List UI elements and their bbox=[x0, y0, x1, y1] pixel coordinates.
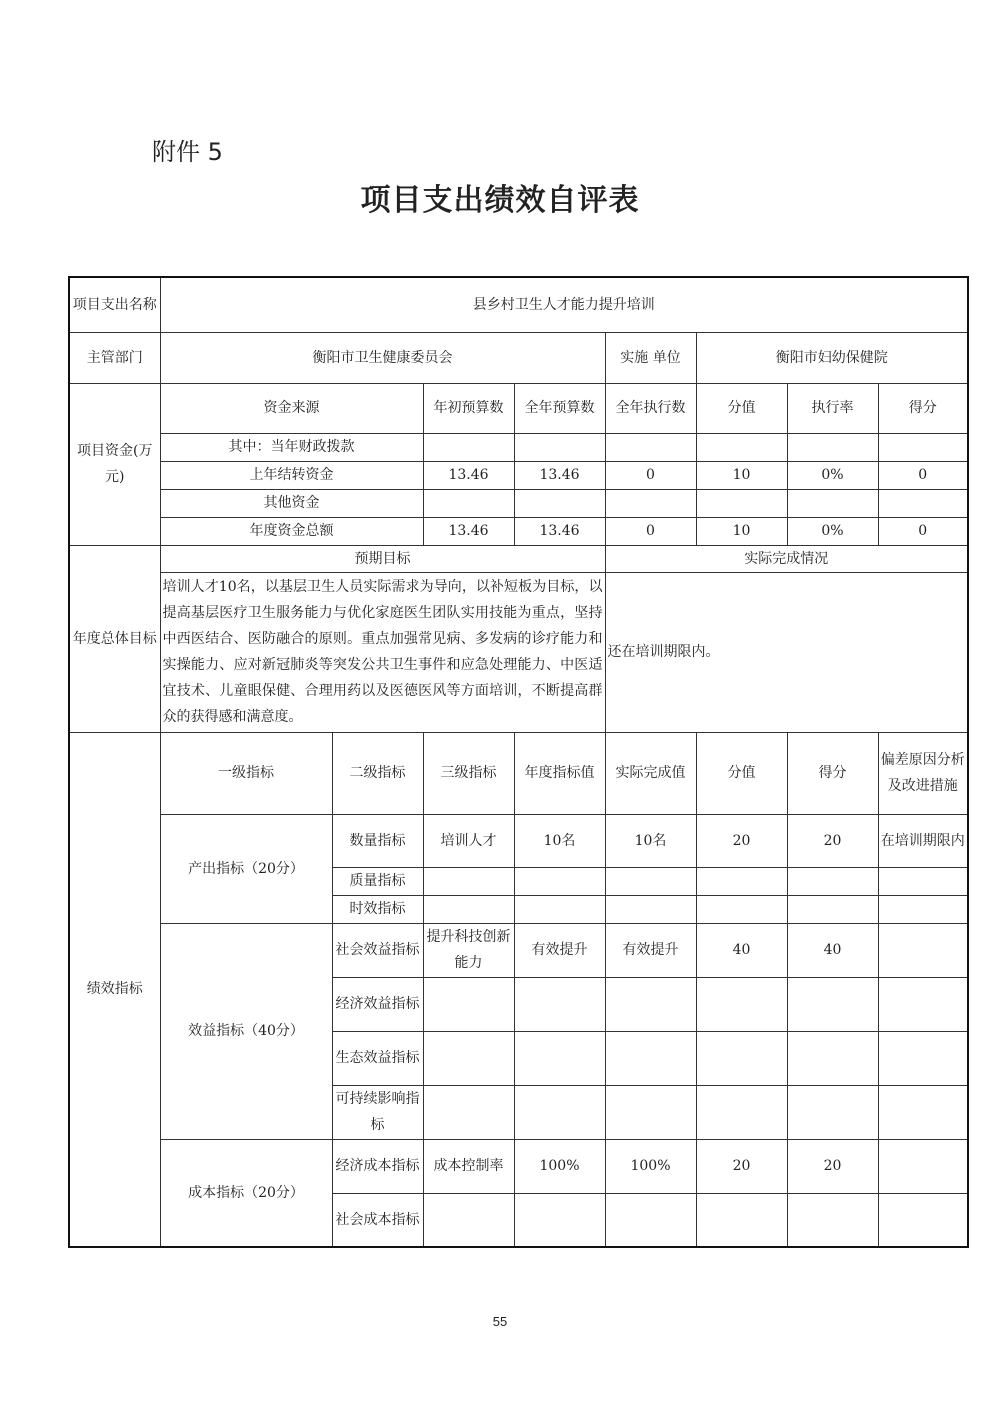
funds-cell: 13.46 bbox=[514, 461, 605, 489]
funds-cell bbox=[787, 433, 878, 461]
perf-cell bbox=[696, 867, 787, 895]
funds-row bbox=[69, 489, 968, 517]
funds-cell bbox=[514, 489, 605, 517]
dept-label: 主管部门 bbox=[69, 332, 160, 383]
perf-cell: 100% bbox=[514, 1139, 605, 1193]
perf-header: 一级指标 bbox=[160, 732, 332, 814]
funds-cell: 上年结转资金 bbox=[160, 461, 423, 489]
perf-cell: 培训人才 bbox=[423, 814, 514, 867]
perf-cell: 有效提升 bbox=[514, 923, 605, 977]
perf-cell: 社会成本指标 bbox=[332, 1193, 423, 1247]
funds-header: 执行率 bbox=[787, 383, 878, 433]
perf-cell bbox=[514, 895, 605, 923]
perf-cell bbox=[423, 977, 514, 1031]
actual-result-header: 实际完成情况 bbox=[605, 545, 968, 572]
perf-cell bbox=[878, 1085, 968, 1139]
funds-cell: 13.46 bbox=[514, 517, 605, 545]
perf-cell bbox=[696, 1085, 787, 1139]
funds-cell bbox=[605, 433, 696, 461]
perf-cell bbox=[878, 923, 968, 977]
expected-goal-header: 预期目标 bbox=[160, 545, 605, 572]
perf-cell: 经济效益指标 bbox=[332, 977, 423, 1031]
project-name-label: 项目支出名称 bbox=[69, 277, 160, 332]
page-number: 55 bbox=[492, 1314, 508, 1329]
funds-cell: 13.46 bbox=[423, 517, 514, 545]
page-title: 项目支出绩效自评表 bbox=[360, 183, 640, 218]
perf-cell bbox=[605, 1031, 696, 1085]
perf-cell bbox=[423, 1085, 514, 1139]
funds-cell: 0% bbox=[787, 461, 878, 489]
perf-cell bbox=[514, 1193, 605, 1247]
perf-cell bbox=[878, 1139, 968, 1193]
funds-header: 资金来源 bbox=[160, 383, 423, 433]
perf-cell: 经济成本指标 bbox=[332, 1139, 423, 1193]
funds-header: 年初预算数 bbox=[423, 383, 514, 433]
impl-label: 实施 单位 bbox=[605, 332, 696, 383]
perf-cell: 20 bbox=[696, 1139, 787, 1193]
funds-cell bbox=[514, 433, 605, 461]
funds-header: 分值 bbox=[696, 383, 787, 433]
perf-cell bbox=[605, 895, 696, 923]
perf-cell: 100% bbox=[605, 1139, 696, 1193]
perf-row bbox=[69, 1139, 968, 1193]
funds-cell: 其他资金 bbox=[160, 489, 423, 517]
perf-cell: 生态效益指标 bbox=[332, 1031, 423, 1085]
perf-cell bbox=[514, 1031, 605, 1085]
funds-header: 全年执行数 bbox=[605, 383, 696, 433]
attachment-label: 附件 5 bbox=[152, 138, 223, 166]
perf-cell: 20 bbox=[787, 814, 878, 867]
expected-goal-text: 培训人才10名，以基层卫生人员实际需求为导向，以补短板为目标，以提高基层医疗卫生服务能力与优化家庭医生团队实用技能为重点，坚持中西医结合、医防融合的原则。重点加强常见病、多发病的诊疗能力和实操能力、应对新冠肺炎等突发公共卫生事件和应急处理能力、中医适宜技术、儿童眼保健、合理用药以及医德医风等方面培训，不断提高群众的获得感和满意度。 bbox=[160, 572, 605, 732]
funds-header: 全年预算数 bbox=[514, 383, 605, 433]
perf-cell: 在培训期限内 bbox=[878, 814, 968, 867]
perf-cell bbox=[423, 1193, 514, 1247]
perf-cell bbox=[787, 895, 878, 923]
perf-row bbox=[69, 923, 968, 977]
funds-cell bbox=[423, 433, 514, 461]
evaluation-table bbox=[68, 276, 969, 1248]
perf-header: 二级指标 bbox=[332, 732, 423, 814]
funds-row bbox=[69, 461, 968, 489]
perf-cell: 数量指标 bbox=[332, 814, 423, 867]
funds-cell: 0 bbox=[878, 517, 968, 545]
funds-cell: 0 bbox=[878, 461, 968, 489]
perf-cell bbox=[787, 977, 878, 1031]
perf-cell bbox=[605, 867, 696, 895]
funds-cell bbox=[423, 489, 514, 517]
funds-cell: 10 bbox=[696, 517, 787, 545]
perf-header: 分值 bbox=[696, 732, 787, 814]
perf-cell: 提升科技创新能力 bbox=[423, 923, 514, 977]
perf-cell bbox=[787, 1193, 878, 1247]
perf-header: 三级指标 bbox=[423, 732, 514, 814]
perf-cell: 有效提升 bbox=[605, 923, 696, 977]
perf-cell bbox=[878, 867, 968, 895]
perf-cell bbox=[423, 1031, 514, 1085]
funds-cell: 其中：当年财政拨款 bbox=[160, 433, 423, 461]
perf-cell: 40 bbox=[696, 923, 787, 977]
impl-value: 衡阳市妇幼保健院 bbox=[696, 332, 968, 383]
funds-cell bbox=[696, 489, 787, 517]
funds-cell bbox=[605, 489, 696, 517]
perf-cell bbox=[878, 1031, 968, 1085]
perf-cell bbox=[696, 977, 787, 1031]
funds-row bbox=[69, 517, 968, 545]
funds-cell: 0 bbox=[605, 517, 696, 545]
funds-cell: 13.46 bbox=[423, 461, 514, 489]
funds-cell bbox=[878, 433, 968, 461]
funds-label: 项目资金(万元) bbox=[69, 383, 160, 545]
perf-cell bbox=[787, 1031, 878, 1085]
funds-header: 得分 bbox=[878, 383, 968, 433]
perf-cell bbox=[514, 1085, 605, 1139]
funds-cell bbox=[696, 433, 787, 461]
perf-cell bbox=[696, 1031, 787, 1085]
funds-cell: 10 bbox=[696, 461, 787, 489]
goals-label: 年度总体目标 bbox=[69, 545, 160, 732]
funds-cell bbox=[787, 489, 878, 517]
benefit-indicator-label: 效益指标（40分） bbox=[160, 923, 332, 1139]
perf-cell bbox=[605, 1193, 696, 1247]
perf-header: 年度指标值 bbox=[514, 732, 605, 814]
perf-cell bbox=[605, 1085, 696, 1139]
perf-cell: 时效指标 bbox=[332, 895, 423, 923]
perf-label: 绩效指标 bbox=[69, 732, 160, 1247]
perf-cell: 成本控制率 bbox=[423, 1139, 514, 1193]
funds-cell: 0 bbox=[605, 461, 696, 489]
perf-cell bbox=[605, 977, 696, 1031]
perf-header: 实际完成值 bbox=[605, 732, 696, 814]
perf-cell bbox=[514, 867, 605, 895]
perf-cell bbox=[696, 895, 787, 923]
perf-cell: 可持续影响指标 bbox=[332, 1085, 423, 1139]
perf-cell bbox=[878, 895, 968, 923]
perf-cell: 质量指标 bbox=[332, 867, 423, 895]
perf-cell: 40 bbox=[787, 923, 878, 977]
perf-cell: 社会效益指标 bbox=[332, 923, 423, 977]
perf-row bbox=[69, 814, 968, 867]
perf-cell bbox=[423, 895, 514, 923]
perf-cell bbox=[514, 977, 605, 1031]
perf-header: 偏差原因分析及改进措施 bbox=[878, 732, 968, 814]
output-indicator-label: 产出指标（20分） bbox=[160, 814, 332, 923]
cost-indicator-label: 成本指标（20分） bbox=[160, 1139, 332, 1247]
perf-cell bbox=[878, 977, 968, 1031]
actual-result-text: 还在培训期限内。 bbox=[605, 572, 968, 732]
perf-cell: 10名 bbox=[514, 814, 605, 867]
perf-cell bbox=[423, 867, 514, 895]
project-name: 县乡村卫生人才能力提升培训 bbox=[160, 277, 968, 332]
perf-cell: 10名 bbox=[605, 814, 696, 867]
perf-cell: 20 bbox=[787, 1139, 878, 1193]
perf-cell: 20 bbox=[696, 814, 787, 867]
perf-cell bbox=[878, 1193, 968, 1247]
perf-cell bbox=[787, 867, 878, 895]
funds-cell: 0% bbox=[787, 517, 878, 545]
perf-cell bbox=[787, 1085, 878, 1139]
perf-cell bbox=[696, 1193, 787, 1247]
funds-row bbox=[69, 433, 968, 461]
perf-header: 得分 bbox=[787, 732, 878, 814]
funds-cell bbox=[878, 489, 968, 517]
dept-value: 衡阳市卫生健康委员会 bbox=[160, 332, 605, 383]
funds-cell: 年度资金总额 bbox=[160, 517, 423, 545]
